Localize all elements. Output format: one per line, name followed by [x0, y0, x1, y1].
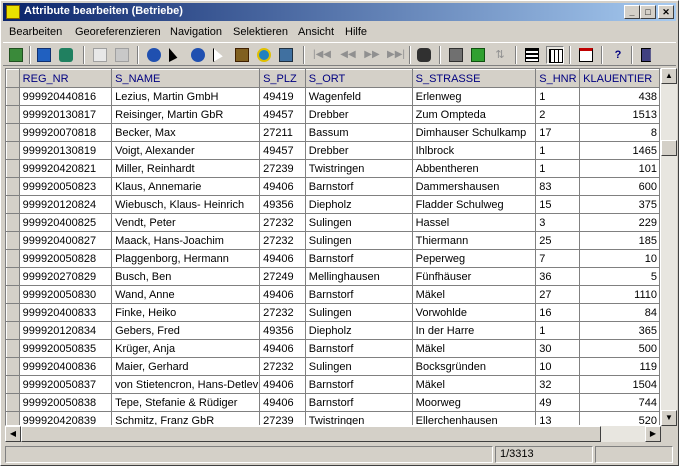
exit-door-icon [641, 48, 655, 62]
down-arrow-icon: ▼ [665, 413, 673, 422]
cell-klauentier[interactable]: 8 [580, 124, 660, 142]
cell-s-plz[interactable]: 27232 [260, 304, 306, 322]
row-indicator[interactable] [7, 322, 20, 340]
cell-s-plz[interactable]: 27249 [260, 268, 306, 286]
table-row[interactable] [7, 124, 660, 142]
row-indicator[interactable] [7, 142, 20, 160]
table-row[interactable] [7, 214, 660, 232]
cell-s-name[interactable]: Miller, Reinhardt [112, 160, 260, 178]
table-row[interactable] [7, 268, 660, 286]
cell-s-ort[interactable]: Barnstorf [305, 286, 412, 304]
cell-s-name[interactable]: Becker, Max [112, 124, 260, 142]
zoom-select-button[interactable] [189, 46, 207, 64]
cell-s-plz[interactable]: 49457 [260, 106, 306, 124]
record-card-button[interactable] [577, 46, 595, 64]
menu-bar [3, 23, 676, 41]
cell-s-plz[interactable]: 49406 [260, 340, 306, 358]
cell-s-name[interactable]: Krüger, Anja [112, 340, 260, 358]
cell-s-name[interactable]: Finke, Heiko [112, 304, 260, 322]
row-indicator[interactable] [7, 232, 20, 250]
cell-s-ort[interactable]: Barnstorf [305, 340, 412, 358]
cell-s-strasse[interactable]: Mäkel [412, 340, 536, 358]
column-header-s-plz[interactable]: S_PLZ [260, 70, 306, 88]
row-indicator[interactable] [7, 340, 20, 358]
cell-s-name[interactable]: Klaus, Annemarie [112, 178, 260, 196]
data-grid[interactable] [5, 68, 661, 426]
column-header-klauentier[interactable]: KLAUENTIER [580, 70, 660, 88]
row-indicator[interactable] [7, 304, 20, 322]
row-indicator[interactable] [7, 178, 20, 196]
cell-s-strasse[interactable]: Ellerchenhausen [412, 412, 536, 427]
cell-s-ort[interactable]: Diepholz [305, 322, 412, 340]
cell-s-hnr[interactable]: 1 [536, 88, 580, 106]
table-row[interactable] [7, 142, 660, 160]
cell-klauentier[interactable]: 375 [580, 196, 660, 214]
row-indicator[interactable] [7, 106, 20, 124]
gem-icon [59, 48, 73, 62]
table-icon [37, 48, 51, 62]
cell-s-strasse[interactable]: Zum Ompteda [412, 106, 536, 124]
help-icon: ? [614, 49, 622, 61]
cell-reg-nr[interactable]: 999920070818 [19, 124, 111, 142]
status-panel-extra [595, 446, 673, 463]
row-indicator[interactable] [7, 268, 20, 286]
last-record-button[interactable] [387, 46, 405, 64]
column-header-s-ort[interactable]: S_ORT [305, 70, 412, 88]
cell-s-strasse[interactable]: Dimhauser Schulkamp [412, 124, 536, 142]
cell-s-ort[interactable]: Bassum [305, 124, 412, 142]
table-row[interactable] [7, 304, 660, 322]
cell-s-ort[interactable]: Wagenfeld [305, 88, 412, 106]
cell-s-hnr[interactable]: 13 [536, 412, 580, 427]
cell-klauentier[interactable]: 101 [580, 160, 660, 178]
binoculars-icon [417, 48, 431, 62]
cell-s-hnr[interactable]: 7 [536, 250, 580, 268]
scroll-up-button[interactable] [661, 68, 677, 84]
cell-s-name[interactable]: Vendt, Peter [112, 214, 260, 232]
table-row[interactable] [7, 358, 660, 376]
cell-s-strasse[interactable]: Vorwohlde [412, 304, 536, 322]
cell-s-plz[interactable]: 27211 [260, 124, 306, 142]
toolbar-separator [409, 46, 411, 64]
table-row[interactable] [7, 322, 660, 340]
last-record-icon: ▶▶| [387, 49, 405, 60]
cell-klauentier[interactable]: 185 [580, 232, 660, 250]
cell-s-ort[interactable]: Sulingen [305, 358, 412, 376]
globe-button[interactable] [255, 46, 273, 64]
toolbar-separator [569, 46, 571, 64]
cell-klauentier[interactable]: 1110 [580, 286, 660, 304]
cell-reg-nr[interactable]: 999920120834 [19, 322, 111, 340]
next-record-icon: ▶▶ [364, 49, 380, 60]
form-view-button[interactable] [523, 46, 541, 64]
menu-hilfe[interactable]: Hilfe [345, 26, 368, 38]
properties-icon [449, 48, 463, 62]
paste-icon [115, 48, 129, 62]
row-indicator[interactable] [7, 286, 20, 304]
menu-selektieren[interactable]: Selektieren [233, 26, 289, 38]
row-indicator[interactable] [7, 394, 20, 412]
monitor-icon [279, 48, 293, 62]
row-indicator[interactable] [7, 358, 20, 376]
cell-s-strasse[interactable]: Bocksgründen [412, 358, 536, 376]
search-button[interactable] [145, 46, 163, 64]
check-button[interactable] [469, 46, 487, 64]
open-layer-button[interactable] [7, 46, 25, 64]
prev-record-icon: ◀◀ [340, 49, 356, 60]
cell-s-hnr[interactable]: 15 [536, 196, 580, 214]
cell-klauentier[interactable]: 10 [580, 250, 660, 268]
cell-s-strasse[interactable]: Moorweg [412, 394, 536, 412]
table-row[interactable] [7, 88, 660, 106]
close-icon: ✕ [662, 7, 670, 17]
check-icon [471, 48, 485, 62]
header-row [7, 70, 660, 88]
first-record-icon: |◀◀ [313, 49, 331, 60]
cell-s-ort[interactable]: Sulingen [305, 232, 412, 250]
close-button[interactable] [658, 5, 674, 19]
cell-s-ort[interactable]: Mellinghausen [305, 268, 412, 286]
cell-s-plz[interactable]: 49356 [260, 322, 306, 340]
cell-s-strasse[interactable]: Thiermann [412, 232, 536, 250]
row-indicator[interactable] [7, 160, 20, 178]
cell-s-name[interactable]: Tepe, Stefanie & Rüdiger [112, 394, 260, 412]
cell-s-strasse[interactable]: Dammershausen [412, 178, 536, 196]
cell-s-plz[interactable]: 49406 [260, 286, 306, 304]
cell-s-ort[interactable]: Barnstorf [305, 178, 412, 196]
cell-reg-nr[interactable]: 999920050837 [19, 376, 111, 394]
cell-s-name[interactable]: Reisinger, Martin GbR [112, 106, 260, 124]
table-row[interactable] [7, 178, 660, 196]
cell-s-plz[interactable]: 49419 [260, 88, 306, 106]
cell-s-hnr[interactable]: 83 [536, 178, 580, 196]
title-bar[interactable] [3, 3, 676, 21]
cell-s-strasse[interactable]: In der Harre [412, 322, 536, 340]
table-row[interactable] [7, 196, 660, 214]
cell-reg-nr[interactable]: 999920400833 [19, 304, 111, 322]
row-indicator-header [7, 70, 20, 88]
help-button[interactable] [609, 46, 627, 64]
cell-s-hnr[interactable]: 27 [536, 286, 580, 304]
cell-s-ort[interactable]: Sulingen [305, 214, 412, 232]
cell-s-hnr[interactable]: 1 [536, 142, 580, 160]
cell-s-hnr[interactable]: 25 [536, 232, 580, 250]
cell-reg-nr[interactable]: 999920130817 [19, 106, 111, 124]
sort-button[interactable] [491, 46, 509, 64]
status-panel-main [5, 446, 493, 463]
cell-klauentier[interactable]: 438 [580, 88, 660, 106]
cell-s-strasse[interactable]: Fladder Schulweg [412, 196, 536, 214]
menu-bearbeiten[interactable]: Bearbeiten [9, 26, 63, 38]
row-indicator[interactable] [7, 196, 20, 214]
prev-record-button[interactable] [339, 46, 357, 64]
cell-s-ort[interactable]: Barnstorf [305, 376, 412, 394]
scroll-down-button[interactable] [661, 410, 677, 426]
toolbar-separator [83, 46, 85, 64]
cell-s-ort[interactable]: Drebber [305, 106, 412, 124]
paste-button[interactable] [113, 46, 131, 64]
cell-reg-nr[interactable]: 999920050828 [19, 250, 111, 268]
cell-s-name[interactable]: Maack, Hans-Joachim [112, 232, 260, 250]
menu-georeferenzieren[interactable]: Georeferenzieren [75, 26, 161, 38]
app-icon [6, 5, 20, 19]
cell-klauentier[interactable]: 744 [580, 394, 660, 412]
cell-s-strasse[interactable]: Hassel [412, 214, 536, 232]
cell-s-plz[interactable]: 49356 [260, 196, 306, 214]
table-row[interactable] [7, 286, 660, 304]
cell-reg-nr[interactable]: 999920420839 [19, 412, 111, 427]
status-bar [3, 445, 676, 463]
row-indicator[interactable] [7, 124, 20, 142]
toolbar-separator [439, 46, 441, 64]
arrow-cursor-icon [169, 48, 183, 62]
cell-s-hnr[interactable]: 17 [536, 124, 580, 142]
cell-reg-nr[interactable]: 999920420821 [19, 160, 111, 178]
list-icon [525, 48, 539, 62]
cell-s-name[interactable]: Maier, Gerhard [112, 358, 260, 376]
cell-klauentier[interactable]: 84 [580, 304, 660, 322]
cell-klauentier[interactable]: 1513 [580, 106, 660, 124]
minimize-icon: _ [629, 7, 635, 17]
monitor-button[interactable] [277, 46, 295, 64]
cell-s-name[interactable]: Plaggenborg, Hermann [112, 250, 260, 268]
cell-s-hnr[interactable]: 30 [536, 340, 580, 358]
copy-icon [93, 48, 107, 62]
cell-s-hnr[interactable]: 32 [536, 376, 580, 394]
copy-button[interactable] [91, 46, 109, 64]
first-record-button[interactable] [313, 46, 331, 64]
table-row[interactable] [7, 412, 660, 427]
gem-button[interactable] [57, 46, 75, 64]
row-indicator[interactable] [7, 88, 20, 106]
cell-s-plz[interactable]: 27232 [260, 214, 306, 232]
column-header-s-name[interactable]: S_NAME [112, 70, 260, 88]
cell-klauentier[interactable]: 119 [580, 358, 660, 376]
column-header-s-hnr[interactable]: S_HNR [536, 70, 580, 88]
toolbar-separator [515, 46, 517, 64]
cell-s-plz[interactable]: 49457 [260, 142, 306, 160]
cell-s-name[interactable]: Voigt, Alexander [112, 142, 260, 160]
grid-body [7, 88, 660, 427]
cell-s-name[interactable]: Gebers, Fred [112, 322, 260, 340]
toolbar-separator [137, 46, 139, 64]
cell-reg-nr[interactable]: 999920400825 [19, 214, 111, 232]
cell-s-ort[interactable]: Sulingen [305, 304, 412, 322]
scroll-right-button[interactable] [645, 426, 661, 442]
table-row[interactable] [7, 376, 660, 394]
next-record-button[interactable] [363, 46, 381, 64]
menu-ansicht[interactable]: Ansicht [298, 26, 335, 38]
cell-reg-nr[interactable]: 999920400836 [19, 358, 111, 376]
toolbar-separator [601, 46, 603, 64]
horizontal-scroll-thumb[interactable] [21, 426, 601, 442]
toolbar [3, 42, 676, 66]
cell-reg-nr[interactable]: 999920050835 [19, 340, 111, 358]
cell-klauentier[interactable]: 520 [580, 412, 660, 427]
cell-s-hnr[interactable]: 1 [536, 160, 580, 178]
cell-s-name[interactable]: von Stietencron, Hans-Detlev [112, 376, 260, 394]
globe-icon [257, 48, 271, 62]
pointer-select-button[interactable] [211, 46, 229, 64]
cell-klauentier[interactable]: 229 [580, 214, 660, 232]
cell-s-ort[interactable]: Drebber [305, 142, 412, 160]
cell-s-hnr[interactable]: 36 [536, 268, 580, 286]
cell-s-strasse[interactable]: Ihlbrock [412, 142, 536, 160]
cell-reg-nr[interactable]: 999920120824 [19, 196, 111, 214]
cell-s-plz[interactable]: 27232 [260, 358, 306, 376]
table-row[interactable] [7, 340, 660, 358]
table-row[interactable] [7, 394, 660, 412]
row-indicator[interactable] [7, 376, 20, 394]
cell-s-plz[interactable]: 27239 [260, 412, 306, 427]
cell-reg-nr[interactable]: 999920270829 [19, 268, 111, 286]
cell-s-ort[interactable]: Barnstorf [305, 250, 412, 268]
cell-s-name[interactable]: Lezius, Martin GmbH [112, 88, 260, 106]
cell-s-strasse[interactable]: Abbentheren [412, 160, 536, 178]
right-arrow-icon: ▶ [649, 429, 657, 438]
cell-klauentier[interactable]: 500 [580, 340, 660, 358]
cell-s-plz[interactable]: 49406 [260, 376, 306, 394]
cell-s-name[interactable]: Busch, Ben [112, 268, 260, 286]
cell-s-hnr[interactable]: 16 [536, 304, 580, 322]
cell-s-name[interactable]: Wiebusch, Klaus- Heinrich [112, 196, 260, 214]
record-position: 1/3313 [495, 446, 593, 463]
cell-s-plz[interactable]: 49406 [260, 178, 306, 196]
cell-reg-nr[interactable]: 999920400827 [19, 232, 111, 250]
table-row[interactable] [7, 232, 660, 250]
table-row[interactable] [7, 250, 660, 268]
grid-icon [549, 49, 563, 63]
row-indicator[interactable] [7, 214, 20, 232]
left-arrow-icon: ◀ [9, 429, 17, 438]
clipboard-button[interactable] [233, 46, 251, 64]
cell-s-plz[interactable]: 27239 [260, 160, 306, 178]
toolbar-separator [29, 46, 31, 64]
cell-klauentier[interactable]: 5 [580, 268, 660, 286]
cell-s-strasse[interactable]: Fünfhäuser [412, 268, 536, 286]
clipboard-icon [235, 48, 249, 62]
properties-button[interactable] [447, 46, 465, 64]
cell-klauentier[interactable]: 600 [580, 178, 660, 196]
cell-s-hnr[interactable]: 1 [536, 322, 580, 340]
toolbar-separator [303, 46, 305, 64]
cell-reg-nr[interactable]: 999920050830 [19, 286, 111, 304]
exit-button[interactable] [639, 46, 657, 64]
cell-reg-nr[interactable]: 999920130819 [19, 142, 111, 160]
cell-s-strasse[interactable]: Erlenweg [412, 88, 536, 106]
cell-reg-nr[interactable]: 999920050823 [19, 178, 111, 196]
scroll-left-button[interactable] [5, 426, 21, 442]
find-button[interactable] [415, 46, 433, 64]
grid-view-button[interactable] [546, 46, 564, 64]
zoom-select-icon [191, 48, 205, 62]
magnifier-icon [147, 48, 161, 62]
cell-reg-nr[interactable]: 999920440816 [19, 88, 111, 106]
window-title: Attribute bearbeiten (Betriebe) [24, 5, 183, 17]
cell-s-hnr[interactable]: 49 [536, 394, 580, 412]
maximize-icon: □ [645, 7, 651, 17]
cell-s-strasse[interactable]: Mäkel [412, 286, 536, 304]
cell-reg-nr[interactable]: 999920050838 [19, 394, 111, 412]
cell-s-ort[interactable]: Twistringen [305, 160, 412, 178]
row-indicator[interactable] [7, 250, 20, 268]
cell-s-ort[interactable]: Twistringen [305, 412, 412, 427]
cell-s-plz[interactable]: 49406 [260, 250, 306, 268]
cell-s-ort[interactable]: Diepholz [305, 196, 412, 214]
cell-klauentier[interactable]: 365 [580, 322, 660, 340]
card-icon [579, 48, 593, 62]
cell-s-name[interactable]: Schmitz, Franz GbR [112, 412, 260, 427]
minimize-button[interactable] [624, 5, 640, 19]
table-row[interactable] [7, 160, 660, 178]
layer-icon [9, 48, 23, 62]
cell-s-plz[interactable]: 27232 [260, 232, 306, 250]
row-indicator[interactable] [7, 412, 20, 427]
menu-navigation[interactable]: Navigation [170, 26, 222, 38]
select-button[interactable] [167, 46, 185, 64]
cell-s-hnr[interactable]: 2 [536, 106, 580, 124]
column-header-s-strasse[interactable]: S_STRASSE [412, 70, 536, 88]
up-arrow-icon: ▲ [665, 71, 673, 80]
toolbar-separator [631, 46, 633, 64]
cell-klauentier[interactable]: 1504 [580, 376, 660, 394]
column-header-reg-nr[interactable]: REG_NR [19, 70, 111, 88]
cell-s-plz[interactable]: 49406 [260, 394, 306, 412]
cell-s-hnr[interactable]: 3 [536, 214, 580, 232]
cell-s-ort[interactable]: Barnstorf [305, 394, 412, 412]
cell-s-hnr[interactable]: 10 [536, 358, 580, 376]
table-view-button[interactable] [35, 46, 53, 64]
cell-s-strasse[interactable]: Mäkel [412, 376, 536, 394]
sort-icon: ⇅ [495, 49, 505, 61]
vertical-scrollbar[interactable] [661, 68, 677, 426]
table-row[interactable] [7, 106, 660, 124]
cell-s-name[interactable]: Wand, Anne [112, 286, 260, 304]
pointer-icon [213, 48, 227, 62]
horizontal-scrollbar[interactable] [5, 426, 661, 442]
cell-klauentier[interactable]: 1465 [580, 142, 660, 160]
maximize-button[interactable] [640, 5, 656, 19]
vertical-scroll-thumb[interactable] [661, 140, 677, 156]
cell-s-strasse[interactable]: Peperweg [412, 250, 536, 268]
